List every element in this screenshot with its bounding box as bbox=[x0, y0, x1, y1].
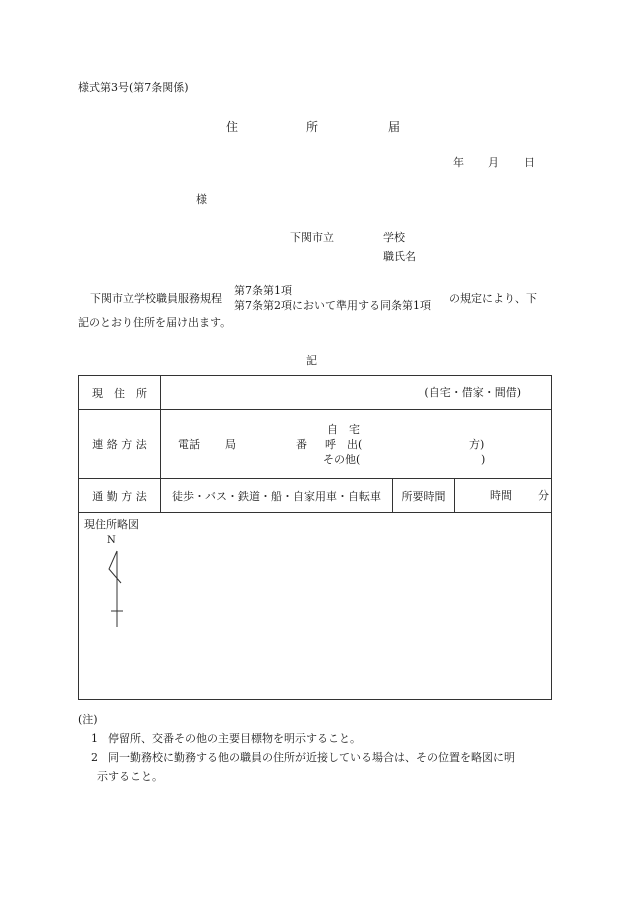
home-option: 自 宅 bbox=[327, 423, 360, 436]
school-prefix: 下関市立 bbox=[290, 231, 334, 244]
note-1-text: 停留所、交番その他の主要目標物を明示すること。 bbox=[108, 732, 361, 745]
contact-field[interactable] bbox=[161, 410, 552, 479]
contact-label: 連 絡 方 法 bbox=[79, 410, 161, 479]
housing-types: (自宅・借家・間借) bbox=[424, 386, 522, 399]
time-required-field[interactable] bbox=[455, 479, 552, 513]
row-contact bbox=[79, 410, 552, 479]
date-year: 年 bbox=[453, 156, 464, 169]
minutes-label: 分 bbox=[538, 489, 549, 502]
commute-modes[interactable]: 徒歩・バス・鉄道・船・自家用車・自転車 bbox=[161, 479, 393, 513]
note-2-text-line2: 示すること。 bbox=[97, 770, 163, 783]
note-2-text-line1: 同一勤務校に勤務する他の職員の住所が近接している場合は、その位置を略図に明 bbox=[108, 751, 515, 764]
call-suffix: 方) bbox=[469, 438, 485, 451]
address-form-table bbox=[78, 375, 552, 700]
time-required-label: 所要時間 bbox=[393, 479, 455, 513]
exchange-label: 局 bbox=[225, 438, 236, 451]
clause-option-2: 第7条第2項において準用する同条第1項 bbox=[234, 299, 431, 312]
map-area[interactable] bbox=[79, 513, 552, 700]
row-map bbox=[79, 513, 552, 700]
body-second-line: 記のとおり住所を届け出ます。 bbox=[78, 316, 232, 329]
date-month: 月 bbox=[488, 156, 499, 169]
after-clause-text: の規定により、下 bbox=[449, 292, 537, 305]
note-2-number: 2 bbox=[91, 751, 98, 764]
current-address-label: 現 住 所 bbox=[79, 376, 161, 410]
other-suffix: ) bbox=[481, 453, 486, 466]
row-commute bbox=[79, 479, 552, 513]
call-option: 呼 出( bbox=[325, 438, 363, 451]
school-suffix: 学校 bbox=[383, 231, 405, 244]
map-label: 現住所略図 bbox=[84, 518, 139, 531]
title-char-3: 届 bbox=[388, 120, 401, 134]
number-label: 番 bbox=[296, 438, 307, 451]
north-label: N bbox=[107, 535, 116, 546]
title-char-1: 住 bbox=[226, 120, 239, 134]
hours-label: 時間 bbox=[490, 489, 512, 502]
note-1-number: 1 bbox=[91, 732, 98, 745]
form-number: 様式第3号(第7条関係) bbox=[78, 81, 189, 94]
current-address-field[interactable] bbox=[161, 376, 552, 410]
ki-heading: 記 bbox=[306, 354, 317, 367]
notes-heading: (注) bbox=[78, 713, 98, 726]
phone-label: 電話 bbox=[178, 438, 200, 451]
commute-label: 通 勤 方 法 bbox=[79, 479, 161, 513]
staff-name-label: 職氏名 bbox=[383, 250, 416, 263]
title-char-2: 所 bbox=[306, 120, 319, 134]
clause-option-1: 第7条第1項 bbox=[234, 284, 292, 297]
row-current-address bbox=[79, 376, 552, 410]
date-day: 日 bbox=[524, 156, 535, 169]
regulation-name: 下関市立学校職員服務規程 bbox=[90, 292, 222, 305]
other-option: その他( bbox=[323, 453, 361, 466]
north-arrow-icon bbox=[101, 549, 131, 629]
addressee-suffix: 様 bbox=[196, 193, 207, 206]
